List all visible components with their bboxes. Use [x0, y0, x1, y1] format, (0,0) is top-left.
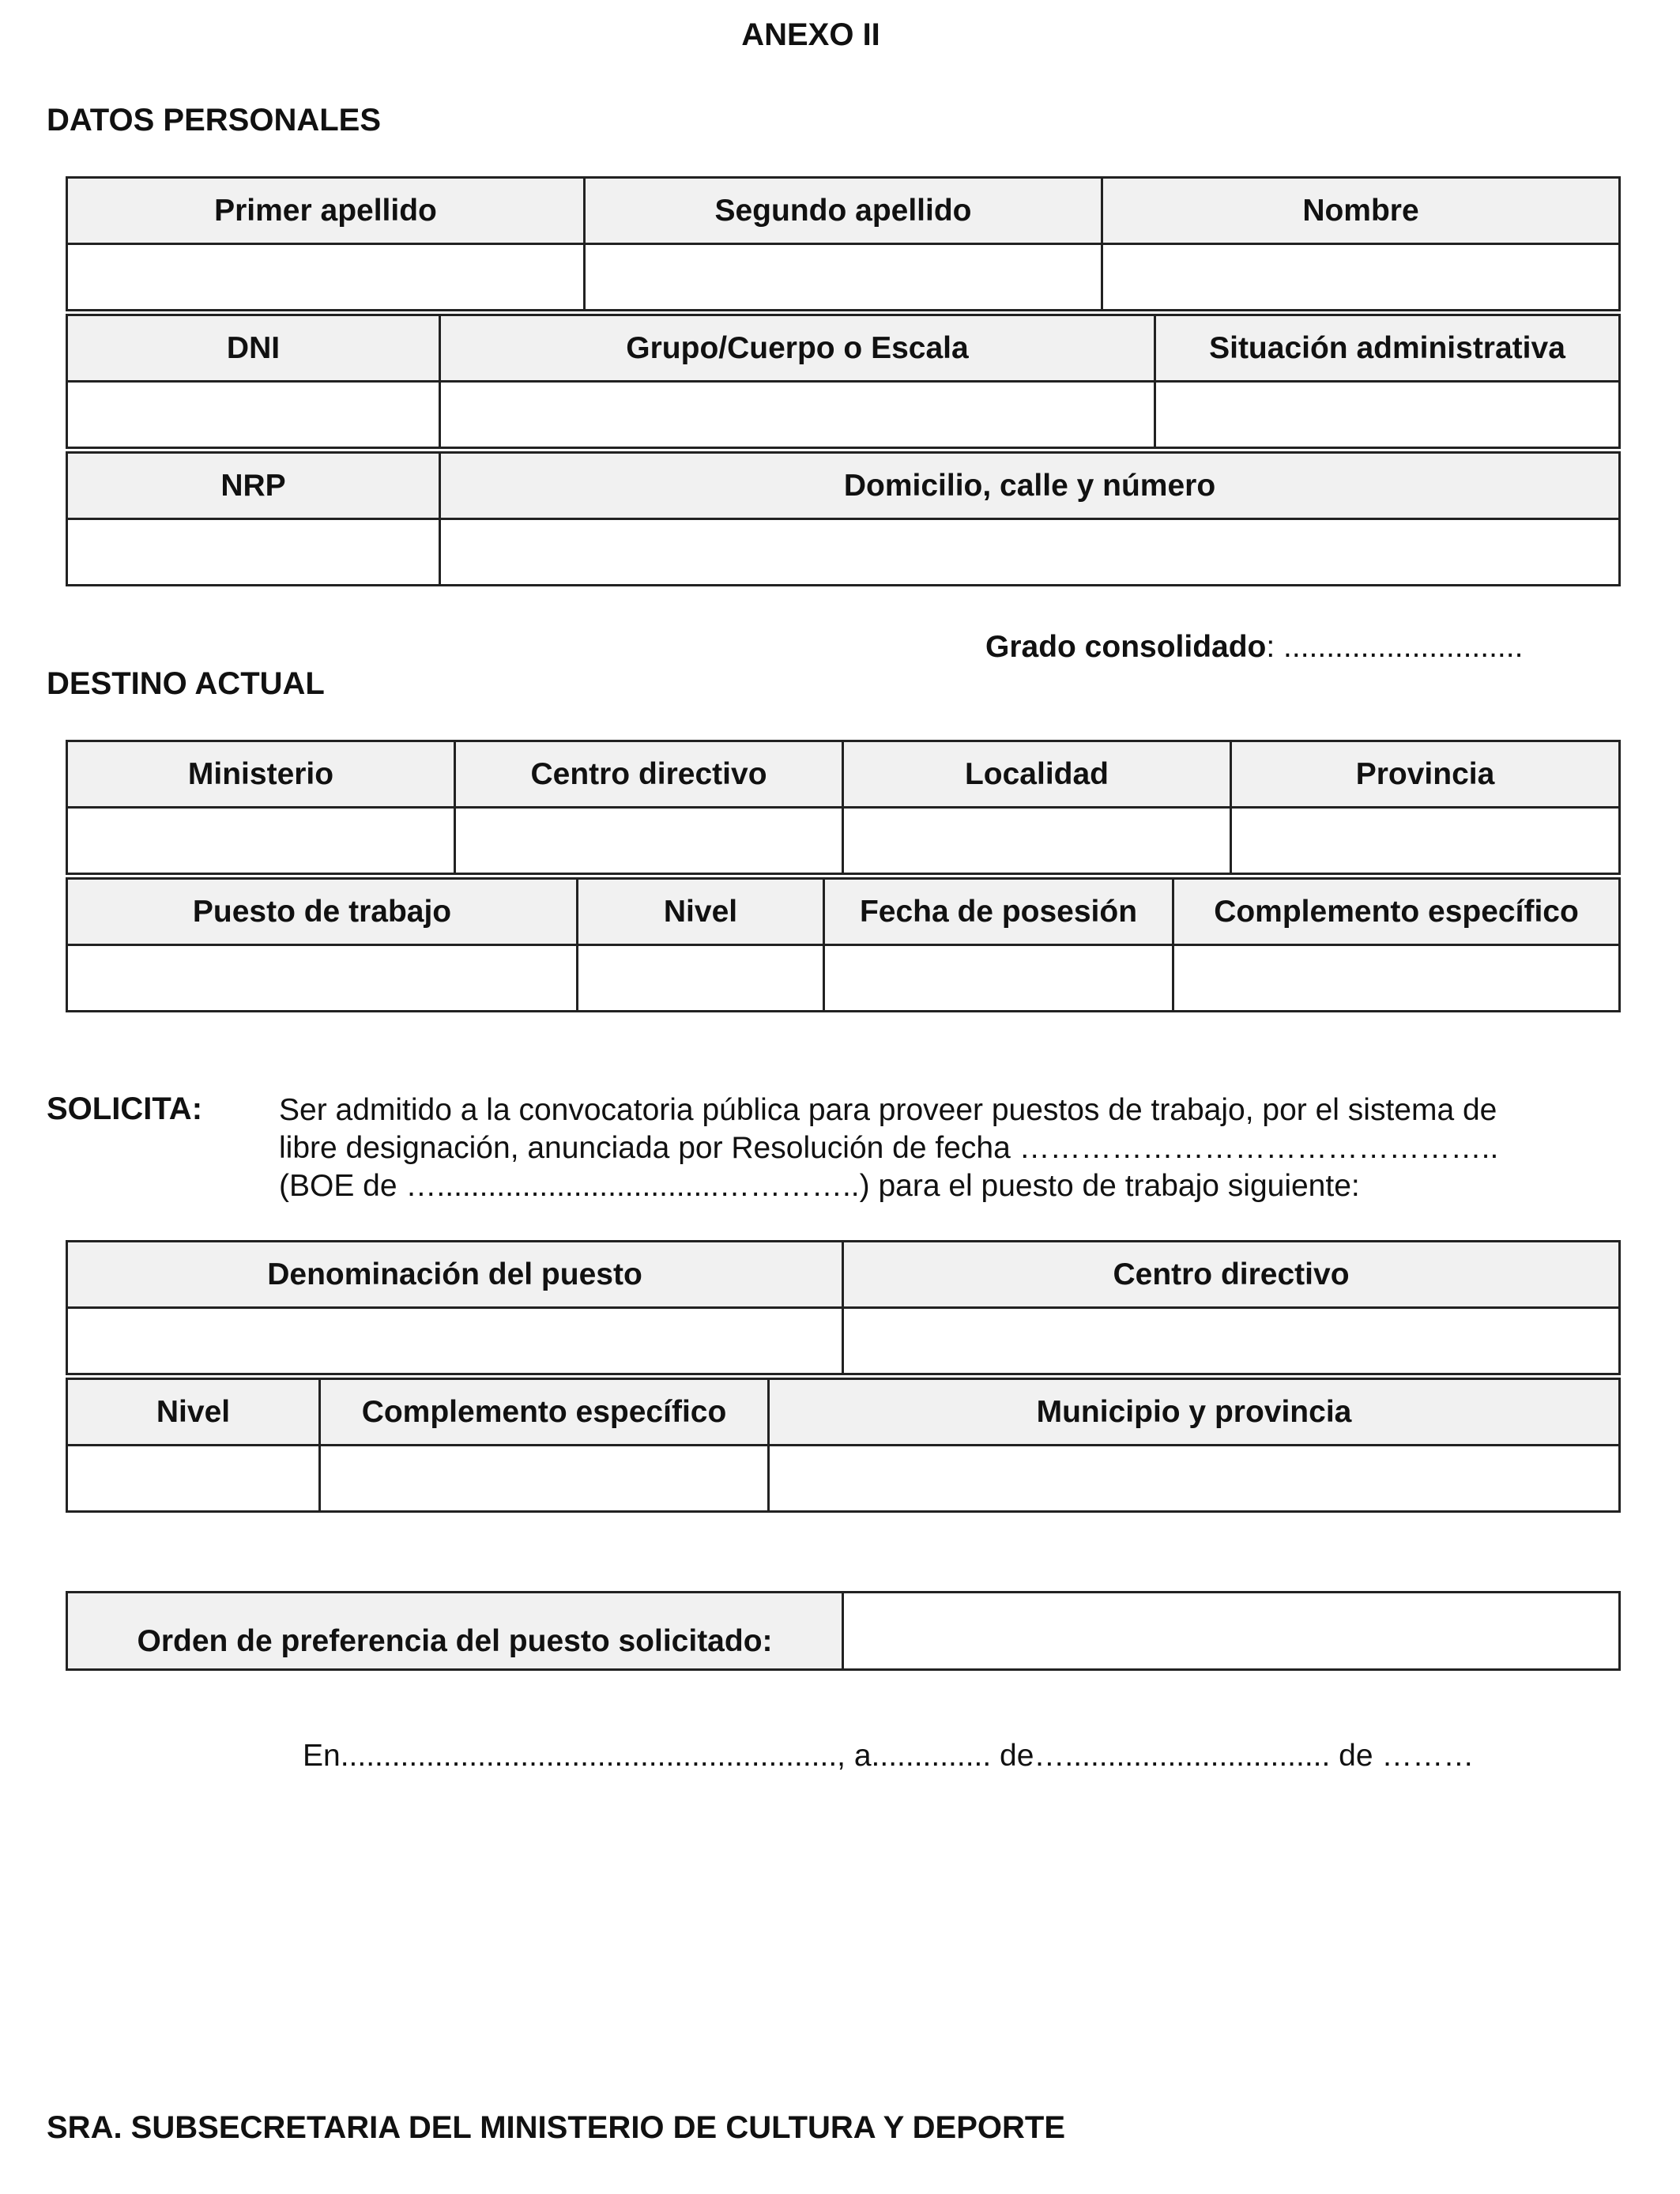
- solicita-label: SOLICITA:: [47, 1091, 203, 1126]
- lugar-fecha-line[interactable]: En.........................................................., a.............. de…............................... de ………: [303, 1739, 1475, 1773]
- destino-actual-table-2: [66, 877, 1621, 1012]
- puesto-centro-directivo-field[interactable]: [843, 1308, 1620, 1374]
- provincia-header: Provincia: [1231, 741, 1620, 808]
- primer-apellido-header: Primer apellido: [67, 178, 585, 244]
- puesto-complemento-especifico-header: Complemento específico: [320, 1379, 769, 1446]
- provincia-field[interactable]: [1231, 808, 1620, 874]
- document-title: ANEXO II: [741, 17, 880, 52]
- nombre-header: Nombre: [1102, 178, 1620, 244]
- datos-personales-table-3: [66, 451, 1621, 586]
- puesto-solicitado-table-2: [66, 1378, 1621, 1513]
- puesto-de-trabajo-field[interactable]: [67, 945, 578, 1012]
- grupo-cuerpo-escala-field[interactable]: [440, 382, 1155, 448]
- denominacion-del-puesto-field[interactable]: [67, 1308, 843, 1374]
- puesto-de-trabajo-header: Puesto de trabajo: [67, 879, 578, 945]
- primer-apellido-field[interactable]: [67, 244, 585, 311]
- datos-personales-table-2: [66, 314, 1621, 449]
- section-heading-datos-personales: DATOS PERSONALES: [47, 103, 382, 138]
- grado-consolidado-label: Grado consolidado: [985, 630, 1267, 664]
- puesto-nivel-header: Nivel: [67, 1379, 320, 1446]
- destinatario: SRA. SUBSECRETARIA DEL MINISTERIO DE CULTURA Y DEPORTE: [47, 2110, 1066, 2145]
- section-heading-destino-actual: DESTINO ACTUAL: [47, 666, 325, 701]
- grupo-cuerpo-escala-header: Grupo/Cuerpo o Escala: [440, 315, 1155, 382]
- localidad-field[interactable]: [843, 808, 1231, 874]
- denominacion-del-puesto-header: Denominación del puesto: [67, 1242, 843, 1308]
- domicilio-header: Domicilio, calle y número: [440, 453, 1620, 519]
- orden-preferencia-field[interactable]: [843, 1593, 1620, 1670]
- dni-header: DNI: [67, 315, 440, 382]
- nivel-field[interactable]: [578, 945, 824, 1012]
- solicita-line-2: libre designación, anunciada por Resolución de fecha ………………………………………..: [279, 1131, 1499, 1165]
- centro-directivo-field[interactable]: [455, 808, 843, 874]
- orden-preferencia-table: [66, 1591, 1621, 1671]
- complemento-especifico-header: Complemento específico: [1173, 879, 1620, 945]
- orden-preferencia-label: Orden de preferencia del puesto solicitado:: [67, 1593, 843, 1670]
- puesto-complemento-especifico-field[interactable]: [320, 1446, 769, 1512]
- solicita-text: [279, 1091, 1498, 1205]
- solicita-line-1: Ser admitido a la convocatoria pública para proveer puestos de trabajo, por el sistema de: [279, 1093, 1497, 1127]
- nrp-field[interactable]: [67, 519, 440, 586]
- dni-field[interactable]: [67, 382, 440, 448]
- grado-consolidado: [985, 630, 1523, 665]
- domicilio-field[interactable]: [440, 519, 1620, 586]
- puesto-nivel-field[interactable]: [67, 1446, 320, 1512]
- situacion-administrativa-header: Situación administrativa: [1155, 315, 1620, 382]
- puesto-solicitado-table-1: [66, 1240, 1621, 1375]
- municipio-y-provincia-field[interactable]: [769, 1446, 1620, 1512]
- localidad-header: Localidad: [843, 741, 1231, 808]
- segundo-apellido-header: Segundo apellido: [585, 178, 1102, 244]
- fecha-de-posesion-field[interactable]: [824, 945, 1173, 1012]
- nrp-header: NRP: [67, 453, 440, 519]
- ministerio-header: Ministerio: [67, 741, 455, 808]
- datos-personales-table-1: [66, 176, 1621, 311]
- puesto-centro-directivo-header: Centro directivo: [843, 1242, 1620, 1308]
- complemento-especifico-field[interactable]: [1173, 945, 1620, 1012]
- situacion-administrativa-field[interactable]: [1155, 382, 1620, 448]
- destino-actual-table-1: [66, 740, 1621, 875]
- centro-directivo-header: Centro directivo: [455, 741, 843, 808]
- nivel-header: Nivel: [578, 879, 824, 945]
- grado-consolidado-value[interactable]: : ............................: [1266, 630, 1524, 664]
- nombre-field[interactable]: [1102, 244, 1620, 311]
- solicita-line-3: (BOE de ….................................…………..) para el puesto de trabajo siguiente:: [279, 1169, 1360, 1203]
- municipio-y-provincia-header: Municipio y provincia: [769, 1379, 1620, 1446]
- fecha-de-posesion-header: Fecha de posesión: [824, 879, 1173, 945]
- segundo-apellido-field[interactable]: [585, 244, 1102, 311]
- ministerio-field[interactable]: [67, 808, 455, 874]
